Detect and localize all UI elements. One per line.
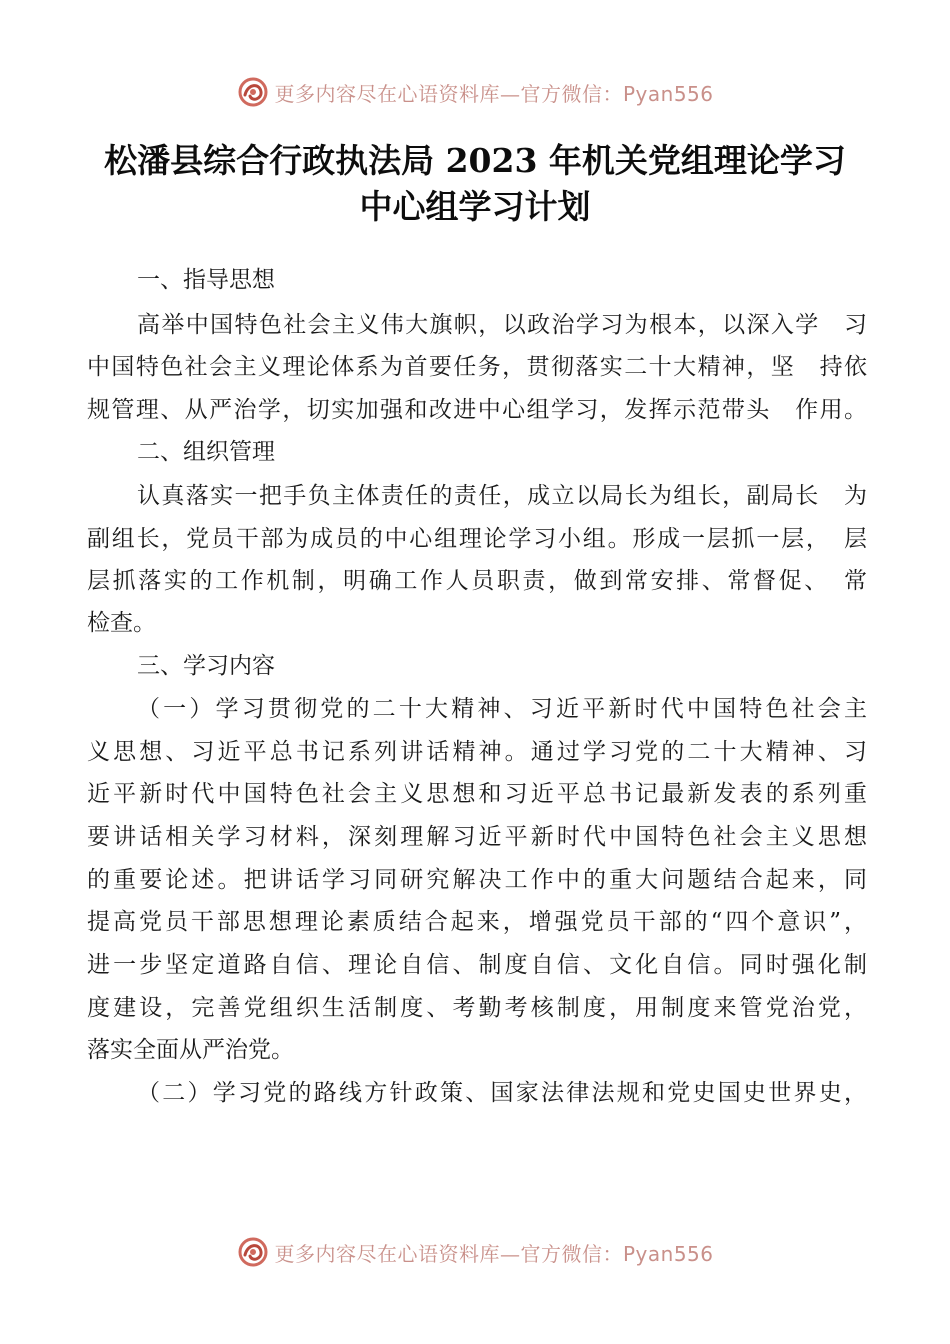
body-line: 近平新时代中国特色社会主义思想和习近平总书记最新发表的系列重 [87,781,867,807]
section-heading-guiding-ideology: 一、指导思想 [137,267,275,293]
watermark-text: 更多内容尽在心语资料库—官方微信：Pyan556 [274,81,714,106]
body-line: 义思想、习近平总书记系列讲话精神。通过学习党的二十大精神、习 [87,739,867,765]
body-line: 进一步坚定道路自信、理论自信、制度自信、文化自信。同时强化制 [87,952,867,978]
body-line: 度建设，完善党组织生活制度、考勤考核制度，用制度来管党治党， [87,995,867,1021]
body-line: （一）学习贯彻党的二十大精神、习近平新时代中国特色社会主 [137,696,867,722]
watermark-wechat-id: Pyan556 [622,1241,714,1266]
body-line: 落实全面从严治党。 [87,1037,294,1063]
body-line: 提高党员干部思想理论素质结合起来，增强党员干部的“四个意识”， [87,909,867,935]
header-watermark [0,72,950,112]
red-swirl-logo-icon [236,1235,270,1269]
watermark-wechat-id: Pyan556 [622,81,714,106]
body-line: 的重要论述。把讲话学习同研究解决工作中的重大问题结合起来，同 [87,867,867,893]
body-line: 规管理、从严治学，切实加强和改进中心组学习，发挥示范带头 作用。 [87,397,867,423]
document-title-line-2: 中心组学习计划 [359,187,591,226]
body-line: 认真落实一把手负主体责任的责任，成立以局长为组长，副局长 为 [137,483,867,509]
body-line: 中国特色社会主义理论体系为首要任务，贯彻落实二十大精神，坚 持依 [87,354,867,380]
red-swirl-logo-icon [236,75,270,109]
body-line: 检查。 [87,610,156,636]
body-line: 层抓落实的工作机制，明确工作人员职责，做到常安排、常督促、 常 [87,568,867,594]
footer-watermark [0,1232,950,1272]
body-line: 副组长，党员干部为成员的中心组理论学习小组。形成一层抓一层， 层 [87,526,867,552]
document-title-line-1: 松潘县综合行政执法局 2023 年机关党组理论学习 [104,141,846,180]
watermark-text: 更多内容尽在心语资料库—官方微信：Pyan556 [274,1241,714,1266]
body-line: （二）学习党的路线方针政策、国家法律法规和党史国史世界史， [137,1080,867,1106]
section-heading-organization: 二、组织管理 [137,439,275,465]
body-line: 要讲话相关学习材料，深刻理解习近平新时代中国特色社会主义思想 [87,824,867,850]
body-line: 高举中国特色社会主义伟大旗帜，以政治学习为根本，以深入学 习 [137,312,867,338]
section-heading-study-content: 三、学习内容 [137,653,275,679]
